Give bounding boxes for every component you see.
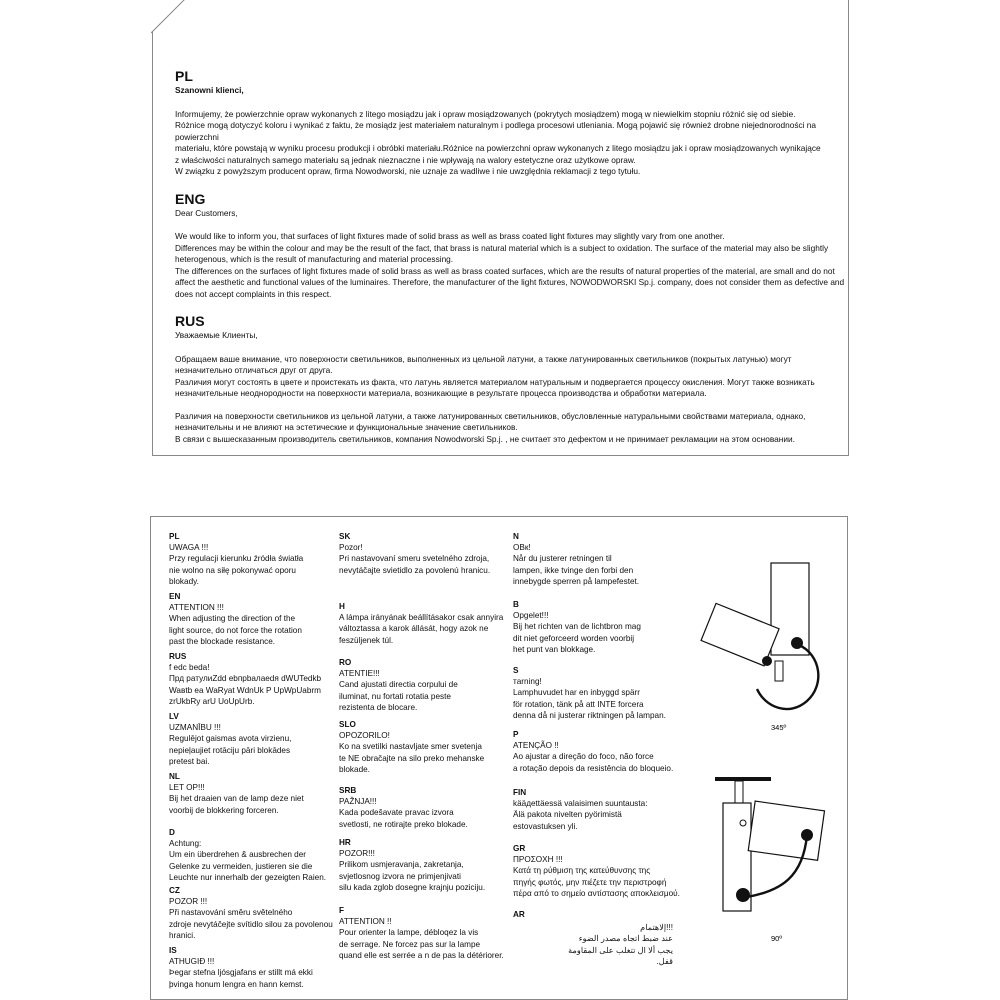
language-block: [169, 711, 291, 767]
section-heading-eng: ENG: [175, 190, 206, 207]
warning-line: Um ein überdrehen & ausbrechen der: [169, 850, 306, 860]
pivot-dot: [762, 656, 772, 666]
pivot-dot: [801, 829, 813, 841]
warning-line: svetlosti, ne rotirajte preko blokade.: [339, 819, 468, 829]
warning-line: þvinga honum lengra en hann kemst.: [169, 979, 304, 989]
text-line: Обращаем ваше внимание, что поверхности светильников, выполненных из цельной латуни, а также латунированных светильников (покрытых латунью) могут: [175, 353, 792, 364]
warning-line: nie wolno na siłę pokonywać oporu: [169, 565, 296, 575]
warning-line: de serrage. Ne forcez pas sur la lampe: [339, 939, 481, 949]
language-block: [513, 729, 673, 774]
text-line: does not accept complaints in this respect.: [175, 288, 332, 299]
language-block: [169, 827, 326, 883]
warning-line: OBк!: [513, 543, 531, 553]
warning-line: light source, do not force the rotation: [169, 625, 302, 635]
warning-line: Při nastavování směru světelného: [169, 908, 293, 918]
ceiling-plate: [715, 777, 771, 781]
language-block: [169, 885, 333, 941]
text-line: незначительны и не влияют на эстетические и функциональные значение светильников.: [175, 422, 518, 432]
warning-line: POZOR!!!: [339, 849, 375, 859]
warning-line: Waвtb ea WaRyat WdnUk P UpWpUabrm: [169, 685, 321, 695]
language-block: [169, 531, 303, 587]
warning-line: rezistenta de blocare.: [339, 702, 418, 712]
warning-line: Pour orienter la lampe, débloqez la vis: [339, 928, 479, 938]
warning-line: denna då ni justerar riktningen på lampan.: [513, 710, 666, 720]
angle-label-90: 90º: [771, 934, 783, 943]
greeting-pl: Szanowni klienci,: [175, 85, 244, 95]
warning-line: Når du justerer retningen til: [513, 554, 612, 564]
warning-line: Leuchte nur innerhalb der gezeigten Raien.: [169, 872, 327, 882]
warning-line: Þegar stefna ljósgjafans er stillt má ekki: [169, 968, 313, 978]
warning-line: Kada podešavate pravac izvora: [339, 808, 454, 818]
language-code: PL: [169, 532, 180, 541]
angle-label-345: 345º: [771, 723, 787, 732]
text-line: Różnice mogą dotyczyć koloru i wynikać z faktu, że mosiądz jest materiałem naturalnym i podlega procesowi utleniania. Mogą pojawić się również drobne niejednorodności na powierzchni: [175, 120, 817, 142]
warning-line: a rotação depois da resistência do bloqueio.: [513, 763, 674, 773]
warning-line: UZMANĪBU !!!: [169, 723, 221, 733]
language-block: [169, 945, 313, 990]
language-block: [513, 787, 648, 832]
language-code: RUS: [169, 652, 187, 661]
warning-line: ΠΡΟΣΟΧΗ !!!: [513, 855, 563, 865]
greeting-eng: Dear Customers,: [175, 207, 238, 218]
language-code: F: [339, 906, 345, 915]
warning-line: Прд ратулиZdd ebпрbaлаеdя dWUTedkb: [169, 674, 322, 684]
warning-line: zdroje nevytáčejte svítidlo silou za povolenou: [169, 919, 333, 929]
warning-line: قفل.: [656, 956, 673, 966]
warning-line: quand elle est serrée a n de pas la détériorer.: [339, 950, 504, 960]
pivot-dot: [791, 637, 803, 649]
language-code: IS: [169, 946, 177, 955]
warning-sheet-bottom: [150, 516, 848, 1000]
text-line: materiału, które powstają w wyniku procesu produkcji i obróbki materiału.Różnice na powierzchni opraw wykonanych z litego mosiądzu jak i opraw mosiądzowanych wynikające: [175, 143, 821, 153]
warning-line: blokady.: [169, 576, 199, 586]
joint: [740, 820, 746, 826]
warning-line: estovastuksen yli.: [513, 821, 578, 831]
warning-line: het punt van blokkage.: [513, 644, 596, 654]
section-heading-pl: PL: [175, 68, 193, 84]
language-block: [339, 531, 490, 576]
warning-line: Ao ajustar a direção do foco, não force: [513, 752, 654, 762]
warning-line: Gelenke zu vermeiden, justieren sie die: [169, 861, 313, 871]
warning-line: svjetlosnog izvora ne primjenjivati: [339, 871, 461, 881]
warning-line: ATENTIE!!!: [339, 669, 380, 679]
text-line: We would like to inform you, that surfaces of light fixtures made of solid brass as well as brass coated light fixtures may slightly vary from one another.: [175, 231, 725, 241]
language-code: S: [513, 666, 519, 675]
warning-line: blokade.: [339, 764, 370, 774]
warning-line: πηγής φωτός, μην πιέζετε την περιστροφή: [513, 877, 667, 887]
language-code: FIN: [513, 788, 527, 797]
stem: [735, 781, 743, 803]
warning-line: A lámpa irányának beállításakor csak annyira: [339, 613, 504, 623]
warning-line: OPOZORILO!: [339, 731, 390, 741]
warning-line: يجب ألا ال تتغلب على المقاومة: [568, 945, 673, 955]
language-code: EN: [169, 592, 181, 601]
section-heading-rus: RUS: [175, 313, 205, 329]
warning-line: dit niet geforceerd worden voorbij: [513, 633, 635, 643]
warning-line: innebygde sperren på lampefestet.: [513, 576, 640, 586]
warning-line: Pozor!: [339, 543, 363, 553]
warning-line: πέρα από το σημείο αντίστασης αποκλεισμού.: [513, 888, 680, 898]
warning-line: nevytáčajte svietidlo za povolenú hranicu.: [339, 565, 491, 575]
language-block: [513, 531, 639, 587]
language-block: [513, 843, 680, 899]
warning-line: Achtung:: [169, 839, 202, 849]
warning-line: pretest bai.: [169, 756, 210, 766]
greeting-rus: Уважаемые Клиенты,: [175, 330, 258, 340]
warning-line: !!!إلاهتمام: [640, 923, 673, 933]
corner-cut-icon: [151, 0, 191, 37]
language-code: N: [513, 532, 519, 541]
text-line: Различия могут состоять в цвете и проистекать из факта, что латунь является материалом натуральным и подвергается процессу окисления. Могут также возникать: [175, 376, 815, 387]
warning-line: te NE obračajte na silo preko mehanske: [339, 753, 485, 763]
mount-body: [771, 563, 809, 655]
language-block: [339, 657, 458, 713]
language-code: CZ: [169, 886, 180, 895]
warning-line: silu kada zglob dosegne krajnju poziciju.: [339, 882, 486, 892]
language-block: [339, 785, 468, 830]
language-block: [339, 719, 484, 775]
text-line: незначительные неоднородности на поверхности материала, возникающие в результате процесса производства и обработки материала.: [175, 388, 707, 398]
warning-line: Regulējot gaismas avota virzienu,: [169, 734, 292, 744]
text-line: Различия на поверхности светильников из цельной латуни, а также латунированных светильников, обусловленные натуральными свойствами материала, однако,: [175, 410, 806, 421]
warning-line: f edc beda!: [169, 663, 210, 673]
language-code: NL: [169, 772, 180, 781]
warning-line: Opgelet!!!: [513, 611, 549, 621]
paragraph-pl: [175, 109, 847, 178]
warning-line: Pri nastavovaní smeru svetelného zdroja,: [339, 554, 490, 564]
warning-line: Prilikom usmjeravanja, zakretanja,: [339, 860, 464, 870]
warning-line: عند ضبط اتجاه مصدر الضوء: [578, 934, 673, 944]
warning-line: ATTENTION !!!: [169, 603, 224, 613]
warning-line: för rotation, tänk på att INTE forcera: [513, 699, 644, 709]
warning-line: változtassa a karok állását, hogy azok ne: [339, 624, 489, 634]
language-code: SRB: [339, 786, 357, 795]
lamp-head-icon: [748, 801, 824, 860]
language-code: HR: [339, 838, 351, 847]
warning-line: past the blockade resistance.: [169, 636, 276, 646]
warning-line: iluminat, nu fortati rotatia peste: [339, 691, 451, 701]
paragraph-eng: [175, 231, 847, 300]
warning-line: POZOR !!!: [169, 897, 208, 907]
language-code: H: [339, 602, 345, 611]
text-line: Informujemy, że powierzchnie opraw wykonanych z litego mosiądzu jak i opraw mosiądzowanych (pokrytych mosiądzem) mogą w niewielkim stopniu różnić się od siebie.: [175, 108, 796, 119]
warning-line: kääдettäessä valaisimen suuntausta:: [513, 799, 648, 809]
language-block: [339, 905, 504, 961]
language-code: GR: [513, 844, 526, 853]
rotation-345-diagram: [691, 557, 841, 737]
language-block: [513, 599, 641, 655]
text-line: W związku z powyższym producent opraw, firma Nowodworski, nie uznaje za wadliwe i nie uwzględnia reklamacji z tego tytułu.: [175, 166, 641, 176]
text-line: z właściwości naturalnych samego materiału są jednak nieznaczne i nie wpływają na walory estetyczne oraz użytkowe opraw.: [175, 154, 636, 165]
warning-line: feszüljenek túl.: [339, 635, 394, 645]
language-code: RO: [339, 658, 352, 667]
warning-line: ATTENTION !!: [339, 917, 392, 927]
language-code: AR: [513, 910, 525, 919]
brass-notice: [175, 67, 847, 445]
language-block: [339, 601, 503, 646]
text-line: heterogenous, which is the result of manufacturing and material processing.: [175, 254, 454, 264]
warning-line: When adjusting the direction of the: [169, 614, 296, 624]
text-line: Differences may be within the colour and may be the result of the fact, that brass is natural material which is a subject to oxidation. The surface of the material may also be slightly: [175, 242, 829, 253]
language-block: [513, 665, 666, 721]
warning-line: ATENÇÃO !!: [513, 741, 559, 751]
warning-line: Κατά τη ρύθμιση της κατεύθυνσης της: [513, 866, 651, 876]
warning-line: PAŽNJA!!!: [339, 797, 377, 807]
warning-line: Älä pakota nivelten pyörimistä: [513, 810, 622, 820]
warning-line: hranici.: [169, 930, 196, 940]
language-code: P: [513, 730, 519, 739]
language-code: SLO: [339, 720, 356, 729]
rotation-90-diagram: [711, 773, 841, 948]
warning-line: nepieļaujiet rotāciju pāri blokādes: [169, 745, 291, 755]
language-code: LV: [169, 712, 179, 721]
language-block: [169, 771, 304, 816]
warning-line: UWAGA !!!: [169, 543, 209, 553]
warning-line: Ko na svetilki nastavljate smer svetenja: [339, 742, 482, 752]
language-code: D: [169, 828, 175, 837]
warning-line: Przy regulacji kierunku źródła światła: [169, 554, 304, 564]
paragraph-rus-a: [175, 354, 847, 400]
warning-line: Lamphuvudet har en inbyggd spärr: [513, 688, 640, 698]
language-code: SK: [339, 532, 351, 541]
warning-line: Cand ajustati directia corpului de: [339, 680, 458, 690]
warning-line: ATHUGIÐ !!!: [169, 957, 215, 967]
warning-sheet-top: [152, 0, 849, 456]
joint: [775, 661, 783, 681]
text-line: незначительно отличаться друг от друга.: [175, 365, 333, 375]
language-code: B: [513, 600, 519, 609]
warning-line: voorbij de blokkering forceren.: [169, 805, 279, 815]
warning-line: тarning!: [513, 677, 542, 687]
paragraph-rus-b: [175, 411, 847, 446]
language-block: [339, 837, 485, 893]
pivot-dot: [736, 888, 750, 902]
language-block: [169, 651, 321, 707]
text-line: В связи с вышесказанным производитель светильников, компания Nowodworski Sp.j. , не считает это дефектом и не принимает рекламации на этом основании.: [175, 433, 795, 444]
language-block: [169, 591, 302, 647]
warning-line: Bij het draaien van de lamp deze niet: [169, 794, 304, 804]
warning-line: LET OP!!!: [169, 783, 205, 793]
warning-line: zrUkbRy arU UoUpUrb.: [169, 696, 255, 706]
warning-line: Bij het richten van de lichtbron mag: [513, 622, 641, 632]
text-line: The differences on the surfaces of light fixtures made of solid brass as well as brass coated surfaces, which are the results of natural properties of the material, are small and do not: [175, 265, 835, 276]
language-block: [513, 909, 673, 967]
text-line: affect the aesthetic and functional values of the luminaires. Therefore, the manufacturer of the light fixtures, NOWODWORSKI Sp.j. company, does not consider them as defective and: [175, 277, 845, 287]
warning-line: lampen, ikke tvinge den forbi den: [513, 565, 634, 575]
